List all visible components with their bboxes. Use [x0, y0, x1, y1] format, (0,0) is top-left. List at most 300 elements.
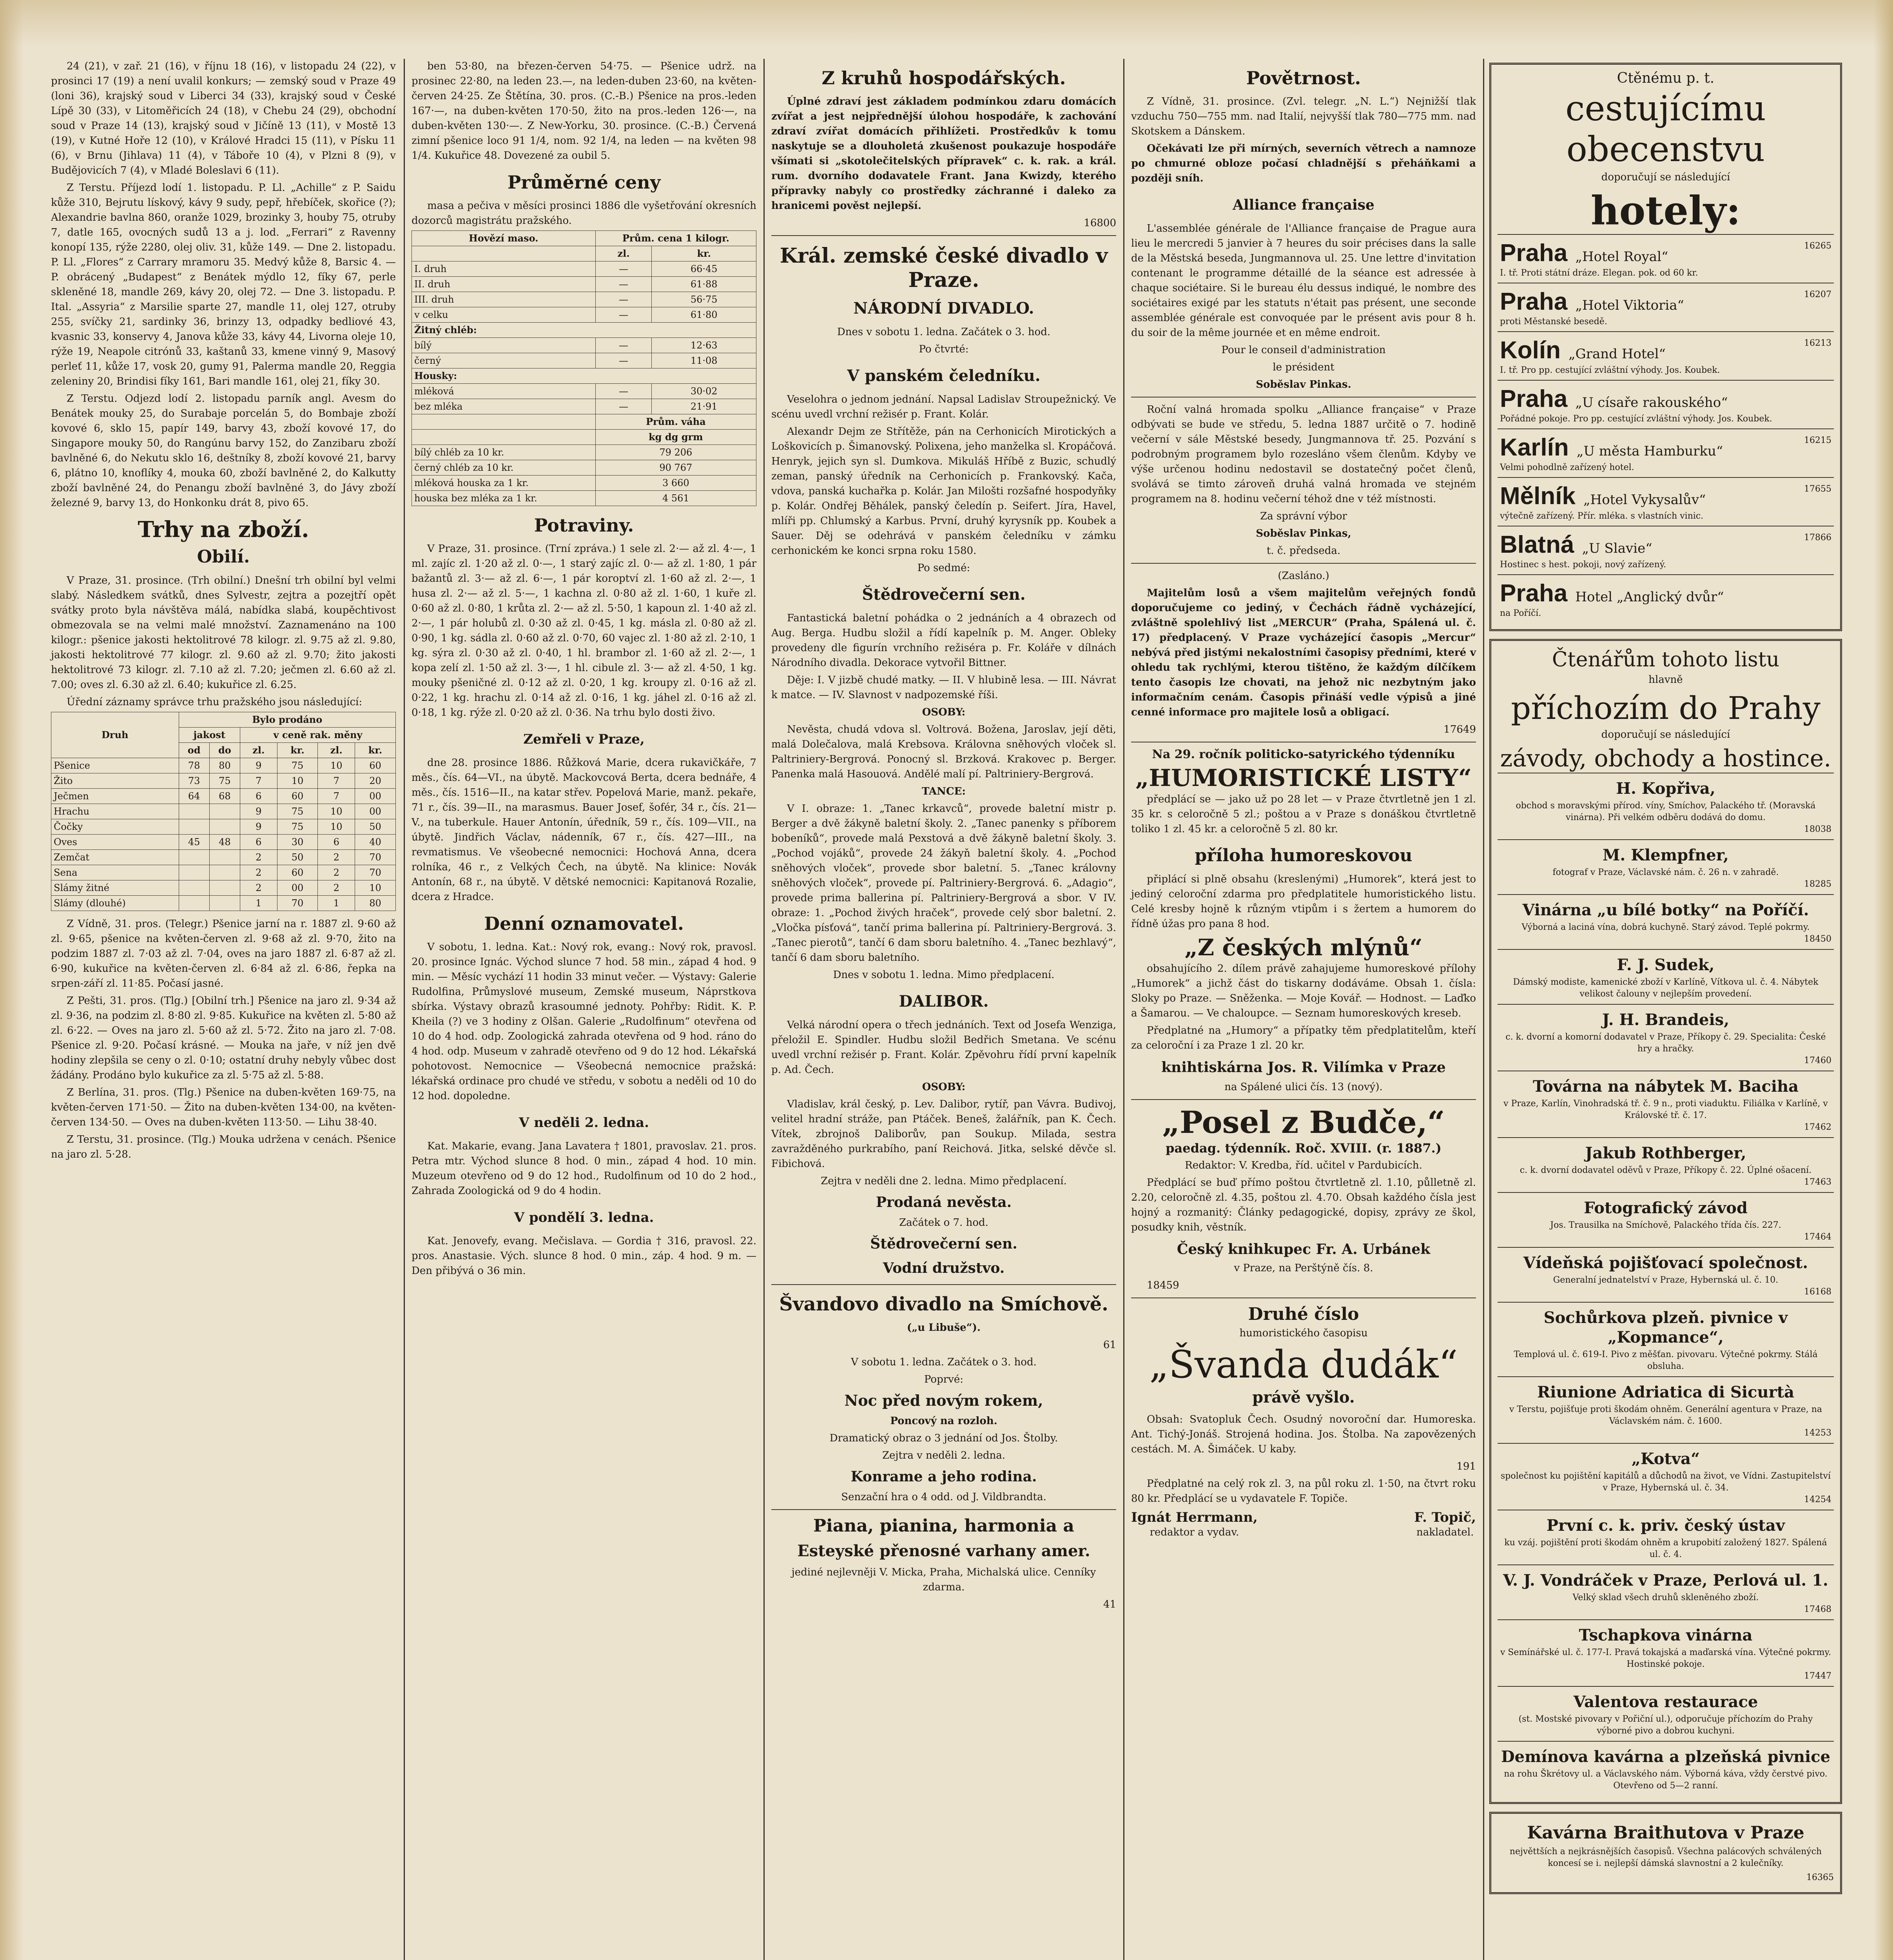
- dalibor-heading: DALIBOR.: [899, 992, 989, 1011]
- grain-report: V Praze, 31. prosince. (Trh obilní.) Dnešní trh obilní byl velmi slabý. Následkem svátků, dnes Sylvestr, zejtra a pozejtří opět svátky proto byla návštěva málá, nabídka slabá, koupěchtivost obmezovala se na velmi malé množství. Zaznamenáno na 100 kilogr.: pšenice jakosti hektolitrové 78 kilogr. zl. 9.75 až zl. 9.80, jakosti hektolitrové 77 kilogr. zl. 9.60 až zl. 9.70; žito jakosti hektolitrové 73 kilogr. zl. 7.10 až zl. 7.20; ječmen zl. 6.60 až zl. 7.00; oves zl. 6.30 až zl. 6.40; kukuřice zl. 6.25.: [51, 575, 396, 691]
- hotel-desc: na Poříčí.: [1500, 608, 1541, 618]
- table-cell: [179, 804, 209, 819]
- hotel-name: „Grand Hotel“: [1568, 346, 1666, 362]
- hotel-desc: proti Městanské besedě.: [1500, 317, 1607, 327]
- divider: [771, 1284, 1116, 1285]
- ad-text: c. k. dvorní dodavatel oděvů v Praze, Příkopy č. 22. Úplné ošacení.: [1519, 1165, 1812, 1175]
- second-issue: Druhé číslo: [1248, 1304, 1359, 1324]
- table-head-od: od: [179, 743, 209, 758]
- table-cell: 6: [240, 789, 277, 804]
- hotel-desc: výtečně zařízený. Přír. mléka. s vlastních vinic.: [1500, 511, 1704, 521]
- ad-text: c. k. dvorní a komorní dodavatel v Praze, Příkopy č. 29. Specialita: České hry a hračky.: [1505, 1032, 1826, 1054]
- table-row: [51, 819, 396, 835]
- meat-bread-price-table: [412, 230, 756, 506]
- hotel-item: [1498, 380, 1834, 428]
- dalibor-cast: Vladislav, král český, p. Lev. Dalibor, rytíř, pan Vávra. Budivoj, velitel hradní stráže, pan Ptáček. Beneš, žalářník, pan K. Čech. Vítek, zbrojnoš Daliborův, pan Soukup. Milada, sestra zavražděného purkrabího, paní Reichová. Jitka, selské děvče sl. Fibichová.: [771, 1098, 1116, 1170]
- price-kr: 61·80: [652, 307, 756, 323]
- hotel-desc: I. tř. Proti státní dráze. Elegan. pok. od 60 kr.: [1500, 268, 1698, 278]
- hotels-box: [1489, 63, 1842, 631]
- vienna-grain: Z Vídně, 31. pros. (Telegr.) Pšenice jarní na r. 1887 zl. 9·60 až zl. 9·65, pšenice na květen-červen zl. 9·68 až zl. 9·70, žito na podzim 1887 zl. 7·03 až zl. 7·04, oves na jaro 1887 zl. 6·87 až zl. 6·90, kukuřice na květen-červen zl. 6·84 až zl. 6·86, řepka na srpen-září zl. 11·85. Počasí jasné.: [51, 918, 396, 989]
- hotel-desc: Velmi pohodlně zařízený hotel.: [1500, 463, 1634, 472]
- groceries-heading: Potraviny.: [534, 515, 634, 536]
- table-cell: 50: [355, 819, 396, 835]
- humor-title: „HUMORISTICKÉ LISTY“: [1135, 764, 1472, 792]
- hotel-desc: I. tř. Pro pp. cestující zvláštní výhody. Jos. Koubek.: [1500, 365, 1720, 375]
- hotel-item: [1498, 526, 1834, 574]
- table-cell: [209, 804, 240, 819]
- annual-name: Soběslav Pinkas,: [1256, 528, 1351, 539]
- price-kr: 30·02: [652, 384, 756, 399]
- topic-text: Předplatné na celý rok zl. 3, na půl roku zl. 1·50, na čtvrt roku 80 kr. Předplácí se u vydavatele F. Topiče.: [1131, 1478, 1476, 1504]
- weight-item: houska bez mléka za 1 kr.: [412, 491, 596, 506]
- topic-block: [1414, 1510, 1476, 1540]
- weight-item: černý chléb za 10 kr.: [412, 460, 596, 475]
- daily-notices-text: V sobotu, 1. ledna. Kat.: Nový rok, evang.: Nový rok, pravosl. 20. prosince Ignác. Východ slunce 7 hod. 58 min., západ 4 hod. 9 min. — Měsíc vychází 11 hodin 33 minut večer. — Výstavy: Galerie Rudolfina, Průmyslové museum, Zemské museum, Náprstkova sbírka. Výstavy obrazů krasoumné jednoty. Pohřby: Ridit. K. P. Kheila (?) ve 3 hodiny z Olšan. Galerie „Rudolfinum“ otevřena od 10 do 4 hod. odp. Zoologická zahrada otevřena od 9 hod. ráno do 4 hod. odp. Museum v zahradě otevřeno od 9 do 12 hod. Lékařská pohotovost. Nemocnice — Všeobecná nemocnice pražská: lékařská ordinace pro chudé ve středu, v sobotu a neděli od 10 do 12 hod. dopoledne.: [412, 941, 756, 1102]
- price-row: [412, 338, 756, 353]
- table-cell: 80: [209, 758, 240, 773]
- price-zl: —: [595, 338, 652, 353]
- nt-monday-title: Štědrovečerní sen.: [870, 1236, 1017, 1252]
- table-cell: 9: [240, 758, 277, 773]
- mlynu-title: „Z českých mlýnů“: [1184, 934, 1423, 961]
- businesses-heading: závody, obchody a hostince.: [1500, 745, 1831, 772]
- nt-dances-heading: TANCE:: [922, 786, 966, 797]
- alliance-heading: Alliance française: [1233, 197, 1374, 213]
- weight-value: 3 660: [595, 475, 756, 491]
- markets-heading: Trhy na zboží.: [138, 517, 309, 543]
- table-cell: Slámy (dlouhé): [51, 896, 179, 911]
- ad-title: „Kotva“: [1631, 1450, 1700, 1468]
- table-cell: Ječmen: [51, 789, 179, 804]
- column-rule-1: [404, 59, 405, 1960]
- theatre-heading: Král. zemské české divadlo v Praze.: [780, 244, 1108, 292]
- svanda-title: Noc před novým rokem,: [844, 1392, 1043, 1409]
- price-item: III. druh: [412, 292, 596, 307]
- grain-table-caption: Úřední záznamy správce trhu pražského jsou následující:: [67, 696, 363, 708]
- ad-item: [1498, 839, 1834, 894]
- hotel-name: „Hotel Viktoria“: [1575, 298, 1684, 313]
- weather-heading: Povětrnost.: [1246, 67, 1361, 89]
- alliance-text: L'assemblée générale de l'Alliance française de Prague aura lieu le mercredi 5 janvier à 7 heures du soir précises dans la salle de la Městská beseda, Jungmannova ul. 25. Une lettre d'invitation contenant le programme détaillé de la séance est adressée à chaque sociétaire. Si le bureau élu dessus indiqué, le nombre des sociétaires exigé par les statuts n'était pas présent, une seconde assemblée générale est convoquée par le présent avis pour 8 h. du soir de la même journée et en même endroit.: [1131, 223, 1476, 339]
- daily-notices-heading: Denní oznamovatel.: [484, 913, 684, 934]
- ad-number: 14253: [1804, 1428, 1831, 1438]
- ad-item: [1498, 773, 1834, 839]
- column-rule-3: [1123, 59, 1124, 1960]
- table-head-do: do: [209, 743, 240, 758]
- price-row: [412, 353, 756, 368]
- ad-title: M. Klempfner,: [1603, 846, 1729, 864]
- average-prices-heading: Průměrné ceny: [507, 172, 661, 193]
- foreign-markets-text: ben 53·80, na březen-červen 54·75. — Pšenice udrž. na prosinec 22·80, na leden 23.—, na leden-duben 23·60, na květen-červen 24·25. Ze Štětína, 30. pros. (C.-B.) Pšenice na pros.-leden 167·—, na duben-květen 170·50, žito na pros.-leden 126·—, na duben-květen 130·—. Z New-Yorku, 30. prosince. (C.-B.) Červená zimní pšenice loco 91 1/4, nom. 92 1/4, na leden — na květen 98 1/4. Kukuřice 48. Dovezené za oubil 5.: [412, 60, 756, 162]
- hotel-item: [1498, 331, 1834, 380]
- hotel-item: [1498, 477, 1834, 526]
- table-row: [51, 850, 396, 865]
- ad-item: [1498, 1686, 1834, 1741]
- column-5: [1489, 59, 1842, 1902]
- hotel-name: „Hotel Vykysalův“: [1583, 492, 1706, 508]
- nt-desc2: Fantastická baletní pohádka o 2 jednáních a 4 obrazech od Aug. Berga. Hudbu složil a řídí kapelník p. M. Anger. Obleky provedeny dle figurín vrchního režiséra p. Fr. Koláře v dílnách Národního divadla. Dekorace vytvořil Bittner.: [771, 612, 1116, 669]
- trieste-departures: Z Terstu. Odjezd lodí 2. listopadu parník angl. Avesm do Benátek mouky 25, do Surabaje porcelán 5, do Bombaje zboží kovové 6, sklo 15, papír 149, barvy 43, zboží kovové 17, do Singapore mouky 50, do Rangúnu barvy 152, do Zanzibaru zboží bavlněné 6, do Nekutu sklo 16, deštníky 8, zboží kovové 21, barvy 6, plátno 10, knoflíky 4, mouka 60, zboží bavlněné 2, do Kalkutty zboží bavlněné 24, do Penangu zboží bavlněné 3, do Jávy zboží železné 9, barvy 13, do Honkonku drát 8, pivo 65.: [51, 393, 396, 509]
- table-cell: 75: [209, 773, 240, 789]
- ad-number: 18038: [1804, 824, 1831, 834]
- ad-title: Valentova restaurace: [1573, 1693, 1758, 1711]
- column-rule-4: [1483, 59, 1484, 1960]
- table-row: [51, 758, 396, 773]
- price-item: černý: [412, 353, 596, 368]
- hotel-desc: Pořádné pokoje. Pro pp. cestující zvláštní výhody. Jos. Koubek.: [1500, 414, 1772, 424]
- second-issue-sub: humoristického časopisu: [1239, 1327, 1368, 1339]
- price-item: v celku: [412, 307, 596, 323]
- sunday-heading: V neděli 2. ledna.: [519, 1115, 649, 1131]
- table-cell: 9: [240, 819, 277, 835]
- table-head-cena: v ceně rak. měny: [240, 728, 395, 743]
- signatures: [1131, 1510, 1476, 1540]
- nt-cast2: Nevěsta, chudá vdova sl. Voltrová. Božena, Jaroslav, její děti, malá Dolečalova, malá Krebsova. Královna sněhových vloček sl. Paltriniery-Bergrová. Ponocný sl. Brzková. Krakovec p. Berger. Panenka malá Hasouová. Andělé malí pí. Paltriniery-Bergrová.: [771, 724, 1116, 780]
- hotel-number: 16213: [1804, 338, 1831, 348]
- vilimek-lead: knihtiskárna Jos. R. Vilímka v Praze: [1161, 1059, 1446, 1076]
- herrmann: Ignát Herrmann,: [1131, 1510, 1258, 1525]
- hotels-title: hotely:: [1590, 187, 1741, 234]
- visitors-recommend: doporučují se následující: [1601, 729, 1730, 740]
- ad-number: 17460: [1804, 1056, 1831, 1065]
- table-cell: 9: [240, 804, 277, 819]
- price-zl: —: [595, 292, 652, 307]
- price-kr: 12·63: [652, 338, 756, 353]
- ad-item: [1498, 949, 1834, 1004]
- nt-title2: Štědrovečerní sen.: [862, 585, 1026, 604]
- price-row: [412, 277, 756, 292]
- nt-today: Dnes v sobotu 1. ledna. Mimo předplacení.: [833, 969, 1055, 981]
- table-cell: Čočky: [51, 819, 179, 835]
- ad-item: [1498, 1741, 1834, 1796]
- hotel-number: 17866: [1804, 533, 1831, 543]
- table-cell: 10: [277, 773, 318, 789]
- average-prices-intro: masa a pečiva v měsíci prosinci 1886 dle vyšetřování okresních dozorců magistrátu pražského.: [412, 200, 756, 227]
- weight-item: mléková houska za 1 kr.: [412, 475, 596, 491]
- price-item: bílý: [412, 338, 596, 353]
- alliance-pres: le président: [1273, 361, 1335, 373]
- ad-title: Továrna na nábytek M. Baciha: [1532, 1077, 1799, 1096]
- table-row: [51, 865, 396, 880]
- ad-list: [1498, 773, 1834, 1796]
- table-cell: [179, 850, 209, 865]
- table-cell: 7: [318, 773, 355, 789]
- table-head-zl: zl.: [240, 743, 277, 758]
- table-cell: 7: [240, 773, 277, 789]
- ad-text: Templová ul. č. 619-I. Pivo z měšťan. pivovaru. Výtečné pokrmy. Stálá obsluha.: [1514, 1350, 1818, 1371]
- svanda-then: Poncový na rozloh.: [890, 1415, 997, 1427]
- column-4: [1131, 59, 1476, 1540]
- weight-row: [412, 491, 756, 506]
- deaths-text: dne 28. prosince 1886. Růžková Marie, dcera rukavičkáře, 7 měs., čís. 64—VI., na úbytě. Mackovcová Berta, dcera bednáře, 4 měs., čís. 1516—II., na katar střev. Popelová Marie, manž. pekaře, 71 r., čís. 39—II., na marasmus. Bauer Josef, šofér, 34 r., čís. 21—V., na tuberkule. Hauer Antonín, úředník, 59 r., čís. 109—VII., na úbytě. Jindřich Václav, nádenník, 67 r., čís. 427—III., na revmatismus. Ve všeobecné nemocnici: Hochová Anna, dcera rolníka, 46 r., z Velkých Čech, na úbytě. Na klinice: Novák Antonín, 68 r., na úbytě. V dětské nemocnici: Kapitanová Rozalie, dcera z Hradce.: [412, 757, 756, 903]
- weight-value: 90 767: [595, 460, 756, 475]
- visitors-heading: příchozím do Prahy: [1511, 690, 1820, 726]
- rolls-label: Housky:: [412, 368, 756, 384]
- svanda-dudak-title: „Švanda dudák“: [1149, 1343, 1458, 1387]
- hotel-desc: Hostinec s hest. pokoji, nový zařízený.: [1500, 560, 1666, 570]
- table-row: [51, 773, 396, 789]
- table-cell: 6: [240, 835, 277, 850]
- table-cell: 75: [277, 819, 318, 835]
- hotel-item: [1498, 574, 1834, 623]
- visitors-box: [1489, 639, 1842, 1804]
- herrmann-role: redaktor a vydav.: [1150, 1526, 1239, 1538]
- column-2: [412, 59, 756, 1281]
- table-head-zl2: zl.: [318, 743, 355, 758]
- grain-heading: Obilí.: [197, 547, 250, 567]
- price-zl: —: [595, 261, 652, 277]
- divider: [771, 235, 1116, 236]
- table-row: [51, 804, 396, 819]
- cafe-box: [1489, 1812, 1842, 1894]
- table-cell: Pšenice: [51, 758, 179, 773]
- table-cell: 60: [277, 865, 318, 880]
- nt-sunday-title: Prodaná nevěsta.: [876, 1194, 1012, 1210]
- nt-monday-title2: Vodní družstvo.: [883, 1260, 1005, 1276]
- table-cell: 50: [277, 850, 318, 865]
- nt-desc: Veselohra o jednom jednání. Napsal Ladislav Stroupežnický. Ve scénu uvedl vrchní režisér p. Frant. Kolár.: [771, 394, 1116, 420]
- ad-number: 17463: [1804, 1177, 1831, 1187]
- meat-label: Hovězí maso.: [412, 231, 596, 246]
- price-zl: —: [595, 277, 652, 292]
- ad-title: První c. k. priv. český ústav: [1546, 1516, 1785, 1535]
- table-cell: 00: [355, 789, 396, 804]
- urbanek-num: 18459: [1147, 1279, 1179, 1291]
- ad-title: V. J. Vondráček v Praze, Perlová ul. 1.: [1503, 1571, 1828, 1590]
- price-row: [412, 261, 756, 277]
- alliance-name: Soběslav Pinkas.: [1256, 379, 1351, 390]
- price-item: II. druh: [412, 277, 596, 292]
- sunday-text: Kat. Makarie, evang. Jana Lavatera † 1801, pravoslav. 21. pros. Petra mtr. Východ slunce 8 hod. 0 min., západ 4 hod. 10 min. Muzeum otevřeno od 9 do 12 hod., Rudolfinum od 10 do 2 hod., Zahrada Zoologická od 9 do 4 hodin.: [412, 1140, 756, 1197]
- weather-outlook: Očekávati lze při mírných, severních větrech a namnoze po chmurné obloze počasí chladnější s přeháňkami a později sníh.: [1131, 143, 1476, 184]
- table-cell: 2: [240, 880, 277, 896]
- hotel-number: 17655: [1804, 484, 1831, 494]
- table-cell: 70: [355, 865, 396, 880]
- piano-heading: Piana, pianina, harmonia a: [813, 1516, 1074, 1536]
- table-cell: Žito: [51, 773, 179, 789]
- table-cell: 1: [318, 896, 355, 911]
- weather-text: Z Vídně, 31. prosince. (Zvl. telegr. „N. L.“) Nejnižší tlak vzduchu 750—755 mm. nad Italií, nejvyšší tlak 780—775 mm. nad Skotskem a Dánskem.: [1131, 96, 1476, 137]
- svanda-desc: Dramatický obraz o 3 jednání od Jos. Štolby.: [829, 1432, 1058, 1444]
- hotels-lead: Ctěnému p. t.: [1617, 70, 1715, 86]
- table-cell: 75: [277, 804, 318, 819]
- table-head-jakost: jakost: [179, 728, 240, 743]
- svanda-dudak-num: 191: [1456, 1461, 1476, 1472]
- table-cell: 10: [318, 819, 355, 835]
- table-cell: 60: [277, 789, 318, 804]
- column-3: [771, 59, 1116, 1614]
- ad-title: Fotografický závod: [1584, 1199, 1748, 1217]
- pest-grain: Z Pešti, 31. pros. (Tlg.) [Obilní trh.] Pšenice na jaro zl. 9·34 až zl. 9·36, na podzim zl. 8·80 zl. 9·85. Kukuřice na květen zl. 5·80 až zl. 6·22. — Oves na jaro zl. 5·60 až zl. 5·72. Žito na jaro zl. 7·08. Pšenice zl. 9·20. Počasí krásné. — Mouka na jaře, v níž jen dvě hodiny zlepšila se ceny o zl. 0·10; ostatní druhy nebyly vůbec dost žádány. Prodáno bylo kukuřice za zl. 5·75 až zl. 5·88.: [51, 995, 396, 1081]
- svanda-sub: („u Libuše“).: [907, 1322, 981, 1334]
- ad-item: [1498, 1376, 1834, 1443]
- farming-text: Úplné zdraví jest základem podmínkou zdaru domácích zvířat a jest nejpřednější úlohou hospodáře, k zachování zdraví zvířat domácích přihlížeti. Prostředkův k tomu naskytuje se a dlouholetá zkušenost poukazuje hospodáře všímati si „skotolečitelských přípravek“ c. k. rak. a král. rum. dvorního dodavatele Frant. Jana Kwizdy, kterého přípravky nabyly co prostředky záchranné i daleko za hranicemi pověst nejlepší.: [771, 96, 1116, 212]
- weight-row: [412, 445, 756, 460]
- hotels-recommend: doporučují se následující: [1601, 171, 1730, 183]
- hotels-public: cestujícímu obecenstvu: [1565, 88, 1766, 169]
- paper-stain-right: [1873, 0, 1893, 1960]
- ad-title: Jakub Rothberger,: [1585, 1144, 1746, 1162]
- price-item: mléková: [412, 384, 596, 399]
- ad-item: [1498, 894, 1834, 949]
- piano-text: jediné nejlevněji V. Micka, Praha, Michalská ulice. Cenníky zdarma.: [791, 1566, 1096, 1593]
- table-cell: 70: [277, 896, 318, 911]
- ad-title: H. Kopřiva,: [1616, 779, 1715, 798]
- farming-num: 16800: [1084, 217, 1116, 229]
- ad-title: J. H. Brandeis,: [1602, 1011, 1730, 1029]
- table-cell: 45: [179, 835, 209, 850]
- table-cell: 00: [277, 880, 318, 896]
- price-row: [412, 384, 756, 399]
- bread-label: Žitný chléb:: [412, 323, 756, 338]
- svanda-first: Poprvé:: [924, 1374, 963, 1385]
- ad-title: Riunione Adriatica di Sicurtà: [1537, 1383, 1795, 1401]
- ad-item: [1498, 1302, 1834, 1376]
- nt-dances: V I. obraze: 1. „Tanec krkavců“, provede baletní mistr p. Berger a dvě žákyně baletní školy. 2. „Tanec panenky s příborem bobeníků“, provede malá Pexstová a dvě žákyně baletní školy. 3. „Pochod vojáků“, provede 24 žákyň baletní školy. 4. „Pochod sněhových vloček“, provede sbor baletní. 5. „Tanec královny sněhových vloček“, provede pí. Paltriniery-Bergrová. 6. „Adagio“, provede prima ballerina pí. Paltriniery-Bergrová a sbor. V IV. obraze: 1. „Pochod živých hraček“, provede celý sbor baletní. 2. „Vločka písťová“, tančí prima ballerina pí. Paltriniery-Bergrová. 3. „Tanec pierotů“, tančí 6 dam sboru baletního. 4. „Tanec bezhlavý“, tančí 6 dam sboru baletního.: [771, 803, 1116, 964]
- piano-sub: Esteyské přenosné varhany amer.: [797, 1542, 1090, 1560]
- ad-text: Velký sklad všech druhů skleněného zboží.: [1572, 1593, 1759, 1602]
- price-row: [412, 399, 756, 414]
- ad-text: v Praze, Karlín, Vinohradská tř. č. 9 n., proti viaduktu. Filiálka v Karlíně, v Královské tř. č. 17.: [1503, 1099, 1828, 1120]
- table-cell: 10: [318, 804, 355, 819]
- table-cell: [179, 865, 209, 880]
- table-cell: [179, 880, 209, 896]
- table-cell: 2: [318, 880, 355, 896]
- ad-item: [1498, 1443, 1834, 1510]
- cafe-text: největtších a nejkrásnějších časopisů. Všechna palácových schválených koncesí se i. nejlepší dámská slavnostní a 2 kulečníky.: [1509, 1847, 1822, 1868]
- svanda-note: Senzační hra o 4 odd. od J. Vildbrandta.: [841, 1491, 1046, 1503]
- table-cell: 2: [318, 850, 355, 865]
- berlin-grain: Z Berlína, 31. pros. (Tlg.) Pšenice na duben-květen 169·75, na květen-červen 171·50. — Žito na duben-květen 134·00, na květen-červen 134·50. — Oves na duben-květen 113·50. — Lihu 38·40.: [51, 1087, 396, 1128]
- table-cell: 7: [318, 789, 355, 804]
- alliance-sign: Pour le conseil d'administration: [1221, 344, 1386, 356]
- ad-text: Jos. Trausilka na Smíchově, Palackého třída čís. 227.: [1550, 1220, 1781, 1230]
- dalibor-text: Velká národní opera o třech jednáních. Text od Josefa Wenziga, přeložil E. Spindler. Hudbu složil Bedřich Smetana. Ve scénu uvedl vrchní režisér p. Frant. Kolár. Zpěvohru řídí první kapelník p. Ad. Čech.: [771, 1019, 1116, 1076]
- nt-date: Dnes v sobotu 1. ledna. Začátek o 3. hod.: [837, 326, 1051, 338]
- ad-title: Tschapkova vinárna: [1579, 1626, 1753, 1644]
- table-cell: [179, 819, 209, 835]
- column-rule-2: [763, 59, 765, 1960]
- hotel-city: Karlín: [1500, 434, 1569, 461]
- price-kr: 21·91: [652, 399, 756, 414]
- ad-item: [1498, 1510, 1834, 1564]
- readers-mainly: hlavně: [1648, 674, 1683, 686]
- table-cell: 68: [209, 789, 240, 804]
- nt-cast: Alexandr Dejm ze Střítěže, pán na Cerhonicích Mirotických a Loškovicích p. Šimanovský. Polixena, jeho manželka sl. Kropáčová. Henryk, jejich syn sl. Dumkova. Mikuláš Hříbě z Buzic, schudlý zeman, panský úředník na Cerhonicích p. Frankovský. Kača, vdova, panská kuchařka p. Kolár. Jan Milošti rozšafné hospodyňky p. Kolár. Ondřej Běhálek, panský čeledín p. Seifert. Jíra, Havel, mlíři pp. Chlumský a Karbus. První, druhý kyrysník pp. Koubek a Sauer. Děj se odehrává v panském čeledníku v zámku cerhonickém ke konci srpna roku 1580.: [771, 426, 1116, 557]
- table-cell: 2: [318, 865, 355, 880]
- table-head-druh: Druh: [51, 712, 179, 758]
- table-cell: Zemčat: [51, 850, 179, 865]
- monday-text: Kat. Jenovefy, evang. Mečislava. — Gordia † 316, pravosl. 22. pros. Anastasie. Vých. slunce 8 hod. 0 min., záp. 4 hod. 9 m. — Den přibývá o 36 min.: [412, 1235, 756, 1277]
- table-cell: [209, 819, 240, 835]
- ad-title: Demínova kavárna a plzeňská pivnice: [1501, 1748, 1831, 1766]
- nt-monday: Začátek o 7. hod.: [899, 1217, 988, 1229]
- table-cell: 78: [179, 758, 209, 773]
- svanda-tomorrow: Zejtra v neděli 2. ledna.: [882, 1450, 1006, 1461]
- svanda-date: V sobotu 1. ledna. Začátek o 3. hod.: [851, 1356, 1037, 1368]
- table-cell: 2: [240, 850, 277, 865]
- just-published: právě vyšlo.: [1252, 1388, 1355, 1406]
- humor-supplement: příloha humoreskovou: [1195, 846, 1412, 866]
- ad-text: ku vzáj. pojištění proti škodám ohněm a krupobití založený 1827. Spálená ul. č. 4.: [1504, 1538, 1827, 1559]
- table-cell: 48: [209, 835, 240, 850]
- deaths-heading: Zemřeli v Praze,: [523, 731, 645, 747]
- posel-red: Redaktor: V. Kredba, říd. učitel v Pardubicích.: [1185, 1160, 1422, 1171]
- humor-pay: Předplatné na „Humory“ a přípatky těm předplatitelům, kteří za celoroční i za Praze 1 zl. 20 kr.: [1131, 1025, 1476, 1051]
- paper-stain-left: [0, 0, 24, 1960]
- hotel-city: Blatná: [1500, 531, 1574, 558]
- table-cell: 73: [179, 773, 209, 789]
- table-cell: 00: [355, 804, 396, 819]
- nt-scenes: Děje: I. V jizbě chudé matky. — II. V hlubině lesa. — III. Návrat k matce. — IV. Slavnost v nadpozemské říši.: [771, 674, 1116, 701]
- vilimek-sub: na Spálené ulici čís. 13 (nový).: [1224, 1081, 1383, 1093]
- nt-title: V panském čeledníku.: [847, 367, 1041, 385]
- posel-title: „Posel z Budče,“: [1162, 1105, 1445, 1140]
- hotel-name: Hotel „Anglický dvůr“: [1575, 589, 1724, 605]
- ad-text: v Terstu, pojišťuje proti škodám ohněm. Generální agentura v Praze, na Václavském nám. č. 1600.: [1509, 1405, 1822, 1426]
- table-cell: 40: [355, 835, 396, 850]
- weight-item: bílý chléb za 10 kr.: [412, 445, 596, 460]
- table-cell: 30: [277, 835, 318, 850]
- nt-after: Po sedmé:: [917, 562, 970, 574]
- table-cell: 75: [277, 758, 318, 773]
- ad-item: [1498, 1619, 1834, 1686]
- national-theatre-heading: NÁRODNÍ DIVADLO.: [853, 299, 1034, 318]
- hotel-city: Praha: [1500, 240, 1568, 267]
- table-cell: Sena: [51, 865, 179, 880]
- weight-units: kg dg grm: [595, 430, 756, 445]
- table-cell: 70: [355, 850, 396, 865]
- hotel-item: [1498, 428, 1834, 477]
- cafe-title: Kavárna Braithutova v Praze: [1527, 1823, 1804, 1843]
- table-head-sold: Bylo prodáno: [179, 712, 395, 728]
- groceries-text: V Praze, 31. prosince. (Trní zpráva.) 1 sele zl. 2·— až zl. 4·—, 1 ml. zajíc zl. 1·20 až zl. 0·—, 1 starý zajíc zl. 0·— až zl. 1·80, 1 pár bažantů zl. 3·— až zl. 6·—, 1 pár koroptví zl. 1·60 až zl. 2·—, 1 husa zl. 2·— až zl. 5·—, 1 kachna zl. 0·80 až zl. 1·60, 1 kuře zl. 0·60 až zl. 0·80, 1 krůta zl. 2·— až zl. 5·50, 1 kapoun zl. 1·40 až zl. 2·—, 1 pár holubů zl. 0·30 až zl. 0·45, 1 kg. másla zl. 0·80 až zl. 0·90, 1 kg. sádla zl. 0·60 až zl. 0·70, 60 vajec zl. 1·80 až zl. 2·10, 1 kg. sýra zl. 0·30 až zl. 0·40, 1 hl. brambor zl. 1·60 až zl. 2·—, 1 kopa zelí zl. 1·50 až zl. 3·—, 1 hl. cibule zl. 3·— až zl. 4·50, 1 kg. mouky pšeničné zl. 0·12 až zl. 0·20, 1 kg. kroupy zl. 0·16 až zl. 0·22, 1 kg. hrachu zl. 0·14 až zl. 0·16, 1 kg. jáhel zl. 0·16 až zl. 0·18, 1 kg. rýže zl. 0·20 až zl. 0·36. Na trhu bylo dosti živo.: [412, 543, 756, 719]
- table-cell: 1: [240, 896, 277, 911]
- urbanek-sub: v Praze, na Perštýně čís. 8.: [1234, 1262, 1373, 1274]
- table-row: [51, 835, 396, 850]
- hotel-number: 16215: [1804, 436, 1831, 445]
- dalibor-persons: OSOBY:: [922, 1081, 966, 1093]
- divider: [771, 1509, 1116, 1510]
- farming-heading: Z kruhů hospodářských.: [821, 67, 1066, 89]
- weight-value: 79 206: [595, 445, 756, 460]
- ad-number: 17464: [1804, 1232, 1831, 1242]
- avg-weight-header: Prům. váha: [595, 414, 756, 430]
- hotel-name: „U Slavie“: [1582, 541, 1652, 556]
- ad-text: na rohu Škrétovy ul. a Václavského nám. Výborná káva, vždy čerstvé pivo. Otevřeno od 5—2 ranní.: [1504, 1769, 1828, 1791]
- ad-item: [1498, 1071, 1834, 1137]
- ad-title: F. J. Sudek,: [1617, 956, 1715, 974]
- hotel-city: Praha: [1500, 385, 1568, 412]
- ad-item: [1498, 1004, 1834, 1071]
- price-kr: 66·45: [652, 261, 756, 277]
- table-cell: [209, 850, 240, 865]
- price-row: [412, 307, 756, 323]
- price-row: [412, 292, 756, 307]
- ad-text: Dámský modiste, kamenické zboží v Karlíně, Vítkova ul. č. 4. Nábytek velikost čalouny v nejlepším provedení.: [1513, 977, 1819, 999]
- ad-text: v Semínářské ul. č. 177-I. Pravá tokajská a maďarská vína. Výtečné pokrmy. Hostinské pokoje.: [1500, 1648, 1831, 1669]
- table-cell: 20: [355, 773, 396, 789]
- svanda-contents: Obsah: Svatopluk Čech. Osudný novoroční dar. Humoreska. Ant. Tichý-Jonáš. Strojená hodina. Jos. Štolba. Na zapovězených cestách. M. A. Šimáček. U kaby.: [1131, 1414, 1476, 1455]
- table-cell: Oves: [51, 835, 179, 850]
- ad-title: Sochůrkova plzeň. pivnice v „Kopmance“,: [1543, 1308, 1788, 1347]
- price-item: I. druh: [412, 261, 596, 277]
- posel-sub: paedag. týdenník. Roč. XVIII. (r. 1887.): [1166, 1141, 1442, 1156]
- mlynu-text: obsahujícího 2. dílem právě zahajujeme humoreskové přílohy „Humorek“ a jichž část do tiskarny dodáváme. Obsah 1. čísla: Sloky po Praze. — Sněženka. — Moje Kovář. — Hodnost. — Laďko a Šamarou. — Ve chaloupce. — Seznam humoreskových kreseb.: [1131, 963, 1476, 1019]
- weight-row: [412, 475, 756, 491]
- ad-item: [1498, 1137, 1834, 1192]
- table-head-kr2: kr.: [355, 743, 396, 758]
